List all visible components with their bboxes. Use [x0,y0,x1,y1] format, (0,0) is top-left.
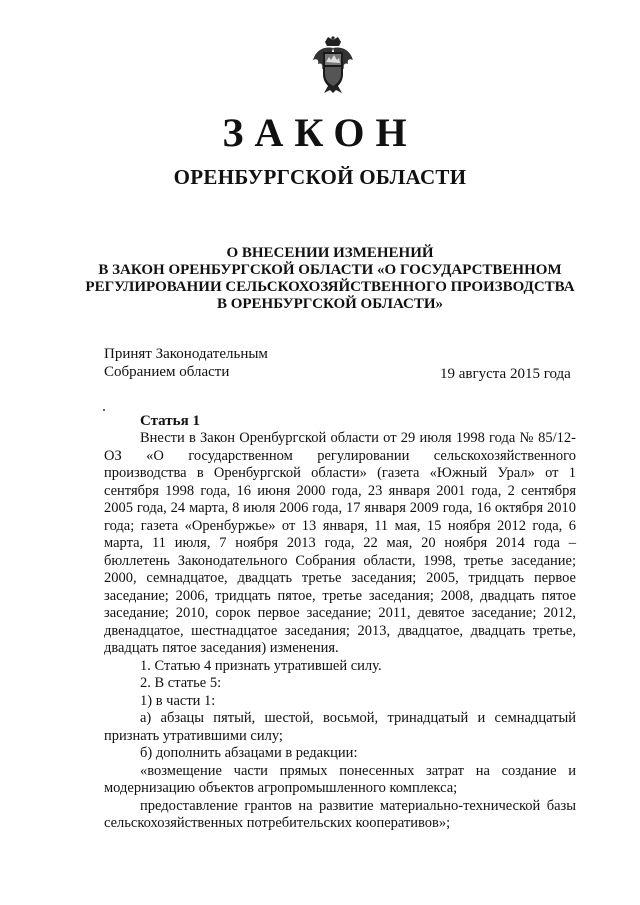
scan-speck [103,409,105,411]
adoption-date: 19 августа 2015 года [440,366,571,382]
article-title: Статья 1 [140,413,200,429]
law-subject-heading [60,245,600,313]
subject-line: В ЗАКОН ОРЕНБУРГСКОЙ ОБЛАСТИ «О ГОСУДАРСТВЕННОМ [98,262,562,278]
region-title: ОРЕНБУРГСКОЙ ОБЛАСТИ [173,165,467,189]
adoption-line: Собранием области [104,364,230,380]
subject-line: РЕГУЛИРОВАНИИ СЕЛЬСКОХОЗЯЙСТВЕННОГО ПРОИЗВОДСТВА [85,279,575,295]
article-paragraph: 1) в части 1: [140,692,216,709]
article-paragraph: 2. В статье 5: [140,675,222,691]
article-paragraph: Внести в Закон Оренбургской области от 29 июля 1998 года № 85/12-ОЗ «О государственном регулировании сельскохозяйственного производства в Оренбургской области» (газета «Южный Урал» от 1 сентября 1998 года, 16 июня 2000 года, 23 января 2001 года, 2 сентября 2005 года, 24 марта, 8 июля 2006 года, 17 января 2009 года, 16 октября 2010 года; газета «Оренбуржье» от 13 января, 11 мая, 15 ноября 2012 года, 6 марта, 11 июля, 7 ноября 2013 года, 22 мая, 20 ноября 2014 года – бюллетень Законодательного Собрания области, 1998, третье заседание; 2000, семнадцатое, двадцать третье заседания; 2005, тридцать первое заседание; 2006, тридцать пятое, третье заседания; 2008, двадцать пятое заседание; 2010, сорок первое заседание; 2011, девятое заседание; 2012, двенадцатое, шестнадцатое заседания; 2013, двадцатое, двадцать третье, двадцать пятое заседания) изменения. [104,430,576,656]
subject-line: В ОРЕНБУРГСКОЙ ОБЛАСТИ» [216,296,444,312]
article-body [104,430,576,833]
article-paragraph: предоставление грантов на развитие материально-технической базы сельскохозяйственных потребительских кооперативов»; [104,797,576,831]
article-paragraph: б) дополнить абзацами в редакции: [140,745,358,761]
article-paragraph: «возмещение части прямых понесенных затрат на создание и модернизацию объектов агропромышленного комплекса; [104,762,576,796]
article-paragraph: а) абзацы пятый, шестой, восьмой, тринадцатый и семнадцатый признать утратившими силу; [104,710,576,744]
article-paragraph: 1. Статью 4 признать утратившей силу. [140,657,382,674]
document-type-title: ЗАКОН [222,110,418,155]
adoption-line: Принят Законодательным [104,346,268,362]
adoption-note [104,345,268,381]
coat-of-arms-icon [310,36,356,94]
subject-line: О ВНЕСЕНИИ ИЗМЕНЕНИЙ [226,245,434,261]
